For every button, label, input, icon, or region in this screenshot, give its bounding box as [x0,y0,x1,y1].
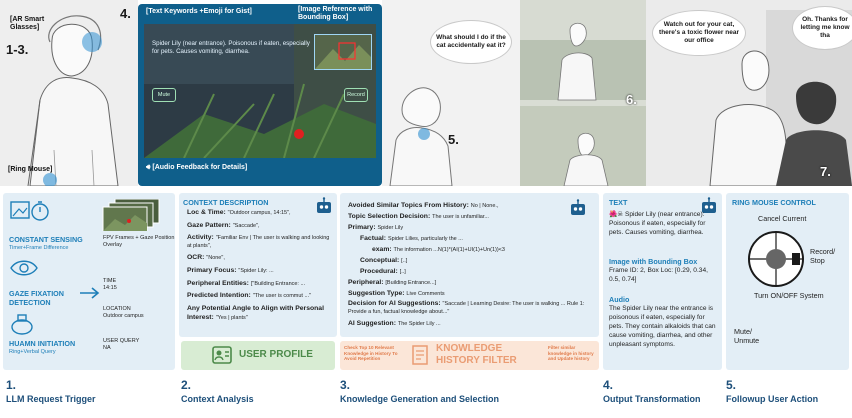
scene-user-question [382,0,520,186]
scene-office-photos [520,0,646,186]
constant-sensing-title: CONSTANT SENSING [9,235,83,244]
footer-text-3: Knowledge Generation and Selection [340,394,500,404]
time-value: 14:15 [103,285,117,291]
ar-display-panel [138,4,382,186]
gaze-fixation-title: GAZE FIXATION DETECTION [9,289,64,307]
time-label: TIME [103,278,117,284]
knowledge-history-filter [340,341,599,370]
step-label-1-3: 1-3. [6,42,29,57]
output-image-title: Image with Bounding Box [609,257,698,266]
context-row-5: Peripheral Entities: ["Building Entrance: ... [187,280,306,287]
knowledge-row-2: Primary: Spider Lily [348,224,404,231]
ar-thumb-image [315,35,371,69]
location-value: Outdoor campus [103,313,144,319]
knowledge-row-1: Topic Selection Decision: The user is unfamiliar... [348,213,489,220]
knowledge-row-8: Suggestion Type: Live Comments [348,290,445,297]
footer-num-3: 3. [340,378,351,392]
ar-audio-label: [Audio Feedback for Details] [152,164,248,171]
ring-control-title: RING MOUSE CONTROL [732,198,816,207]
scene-conversation [646,0,852,186]
panel-llm-request-trigger [3,193,175,370]
warning-bubble: Watch out for your cat, there's a toxic flower near our office [652,10,746,56]
ring-mute-unmute-label: Mute/ Unmute [734,327,760,345]
ring-mouse-control-diagram [746,229,806,289]
flower-emoji-icon: 🌺☠ [609,211,625,218]
footer-text-4: Output Transformation [603,394,701,404]
user-profile-label: USER PROFILE [239,349,313,360]
knowledge-row-0: Avoided Similar Topics From History: No | None., [348,202,499,209]
ar-audio-feedback [146,164,247,172]
ar-text-keywords: Spider Lily (near entrance). Poisonous if eaten, especially for pets. Causes vomiting, diarrhea. [152,40,310,55]
ar-image-ref-title: [Image Reference with Bounding Box] [298,6,373,21]
panel-output-transformation [603,193,722,370]
knowledge-row-4: exam: The information ...N(1)*(AI(1)+UI(1)+Un(1))<3 [372,246,505,253]
ar-viewport [144,24,376,158]
panel-knowledge-generation [340,193,599,337]
footer-num-5: 5. [726,378,737,392]
scene-user-glasses [0,0,138,186]
step-label-5: 5. [448,132,459,147]
step-label-7: 7. [820,164,831,179]
context-row-3: OCR: "None", [187,254,225,261]
output-audio-title: Audio [609,295,630,304]
profile-card-icon [211,344,233,366]
ar-mute-button[interactable]: Mute [152,88,176,102]
knowledge-row-7: Peripheral: [Building Entrance...] [348,279,437,286]
ring-turn-on-off-label: Turn ON/OFF System [754,291,824,300]
fpv-frames-stack [101,199,161,231]
output-image-body: Frame ID: 2, Box Loc: [0.29, 0.34, 0.5, 0.74] [609,267,708,283]
knowledge-row-9: Decision for AI Suggestions: "Saccade | Learning Desire: The user is walking ... Rule 1: Provide a fun, factual knowledge about..." [348,300,585,315]
panel-followup-action [726,193,849,370]
ring-cancel-label: Cancel Current [758,214,807,223]
context-row-1: Gaze Pattern: "Saccade", [187,222,260,229]
history-document-icon [410,344,432,366]
output-audio-body: The Spider Lily near the entrance is poisonous if eaten, especially for pets. They contain alkaloids that can cause vomiting, diarrhea, and other unpleasant symptoms. [609,305,716,348]
ring-icon [9,311,35,337]
ar-image-reference [314,34,372,70]
step-label-4-outer: 4. [120,6,131,21]
ar-glasses-label: [AR Smart Glasses] [10,16,45,31]
gaze-point [294,129,304,139]
question-bubble: What should I do if the cat accidentally eat it? [430,20,512,64]
user-query-value: NA [103,345,111,351]
context-row-2: Activity: "Familiar Env | The user is walking and looking at plants", [187,234,330,249]
location-label: LOCATION [103,306,131,312]
arrow-right-icon [79,286,101,300]
ring-mouse-label: [Ring Mouse] [8,166,53,173]
human-initiation-title: HUAMN INITIATION [9,339,76,348]
context-row-0: Loc & Time: "Outdoor campus, 14:15", [187,209,291,216]
human-initiation-sub: Ring+Verbal Query [9,349,56,355]
output-text-title: TEXT [609,198,628,207]
footer-num-4: 4. [603,378,614,392]
knowledge-row-6: Procedural: [..] [360,268,406,275]
knowledge-row-5: Conceptual: [..] [360,257,408,264]
footer-text-1: LLM Request Trigger [6,394,96,404]
ring-record-stop-label: Record/ Stop [810,247,836,265]
ar-keywords-title: [Text Keywords +Emoji for Gist] [146,8,252,15]
filter-title: KNOWLEDGE HISTORY FILTER [436,343,517,366]
robot-icon [568,199,588,217]
eye-icon [9,257,39,279]
image-timer-icon [9,199,49,225]
constant-sensing-sub: Timer+Frame Difference [9,245,69,251]
footer-num-1: 1. [6,378,17,392]
context-row-7: Any Potential Angle to Align with Personal Interest: "Yes | plants" [187,305,324,321]
panel-context-analysis [179,193,337,337]
output-text-body: 🌺☠ Spider Lily (near entrance): Poisonous if eaten, especially for pets. Causes vomiting, diarrhea. [609,211,706,236]
knowledge-row-3: Factual: Spider Lilies, particularly the ... [360,235,463,242]
footer-num-2: 2. [181,378,192,392]
user-query-label: USER QUERY [103,338,140,344]
knowledge-row-10: AI Suggestion: The Spider Lily ... [348,320,441,327]
user-profile-box [181,341,335,370]
step-label-6: 6. [626,92,637,107]
thanks-bubble: Oh. Thanks for letting me know tha [792,6,852,50]
context-description-title: CONTEXT DESCRIPTION [183,198,269,207]
filter-note-left: Check Top 10 Relevant Knowledge in History To Avoid Repetition [344,345,398,361]
filter-note-right: Filter similar knowledge in history and Update history [548,345,594,361]
ar-record-button[interactable]: Record [344,88,368,102]
footer-text-5: Followup User Action [726,394,819,404]
footer-text-2: Context Analysis [181,394,254,404]
fpv-label: FPV Frames + Gaze Position Overlay [103,235,175,248]
speaker-icon: 🔊︎ [146,164,153,171]
context-row-4: Primary Focus: "Spider Lily: ... [187,267,274,274]
context-row-6: Predicted Intention: "The user is commut ..." [187,292,312,299]
